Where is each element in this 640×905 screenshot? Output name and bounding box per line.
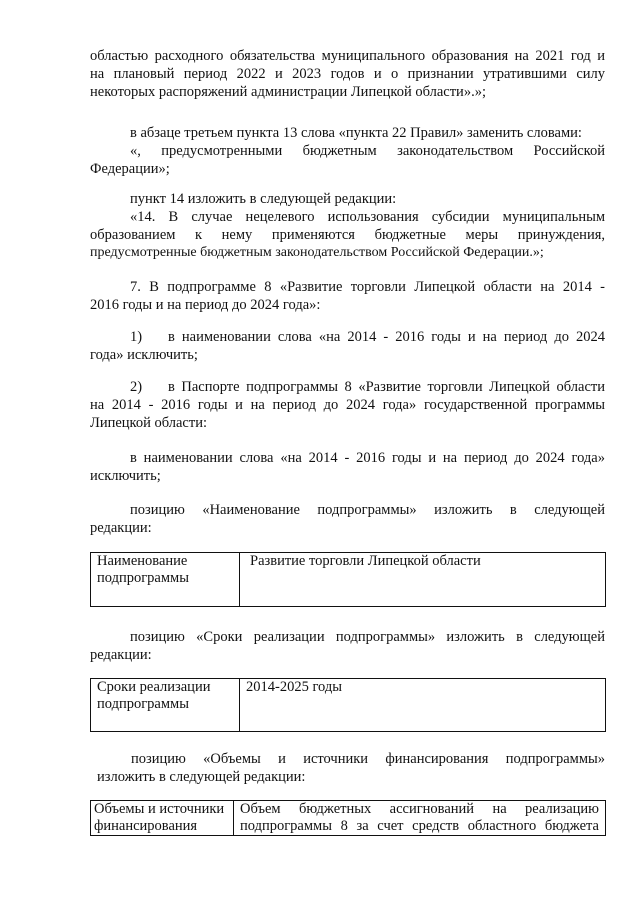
paragraph-subitem-1 [90,328,605,364]
text-line: в наименовании слова «на 2014 - 2016 годы и на период до 2024 года» [130,450,605,466]
text-line: Федерации»; [90,161,170,177]
subitem-number: 2) [130,379,143,395]
text-line: 2) в Паспорте подпрограммы 8 «Развитие торговли Липецкой области [130,379,605,395]
table-value-cell: Развитие торговли Липецкой области [240,553,606,607]
paragraph-subitem-2 [90,378,605,432]
text-line: в абзаце третьем пункта 13 слова «пункта 22 Правил» заменить словами: [130,125,582,141]
text-line: предусмотренные бюджетным законодательством Российской Федерации.»; [90,245,544,260]
table-subprogram-name [90,552,606,607]
text-line: «, предусмотренными бюджетным законодательством Российской [130,143,605,159]
text-line: 7. В подпрограмме 8 «Развитие торговли Липецкой области на 2014 - [130,279,605,295]
text-line: на 2014 - 2016 годы и на период до 2024 года» государственной программы [90,397,605,413]
paragraph-item-7 [90,278,605,314]
text-line: исключить; [90,468,161,484]
table-label-cell: Наименование подпрограммы [91,553,240,607]
paragraph-position-name [90,501,605,537]
table-label-cell: Сроки реализации подпрограммы [91,679,240,732]
text-line: «14. В случае нецелевого использования субсидии муниципальным [130,209,605,225]
paragraph-name-exclude [90,449,605,485]
text-line: образованием к нему применяются бюджетные меры принуждения, [90,227,605,243]
paragraph-point-14-intro [90,190,605,208]
text-line: позицию «Наименование подпрограммы» изложить в следующей [130,502,605,518]
paragraph-continuation [90,47,605,101]
table-terms [90,678,606,732]
text-line: Липецкой области: [90,415,207,431]
text-line: на плановый период 2022 и 2023 годов и о признании утратившими силу [90,66,605,82]
table-funding [90,800,606,836]
text-line: редакции: [90,520,152,536]
paragraph-position-funding [97,750,605,786]
text-line: 2016 годы и на период до 2024 года»: [90,297,321,313]
text-line: позицию «Сроки реализации подпрограммы» изложить в следующей [130,629,605,645]
text-line: областью расходного обязательства муниципального образования на 2021 год и [90,48,605,64]
table-value-cell: 2014-2025 годы [240,679,606,732]
text-line: 1) в наименовании слова «на 2014 - 2016 годы и на период до 2024 [130,329,605,345]
text-line: некоторых распоряжений администрации Липецкой области».»; [90,84,486,100]
paragraph-position-terms [90,628,605,664]
subitem-number: 1) [130,329,143,345]
text-line: года» исключить; [90,347,198,363]
table-label-cell: Объемы и источники финансирования [91,801,234,836]
paragraph-point-14-text [90,208,605,262]
text-line: редакции: [90,647,152,663]
table-value-cell: Объем бюджетных ассигнований на реализацию подпрограммы 8 за счет средств областного бюджета [234,801,606,836]
paragraph-point-13 [90,124,605,178]
text-line: изложить в следующей редакции: [97,769,306,785]
text-line: пункт 14 изложить в следующей редакции: [130,191,397,207]
text-line: позицию «Объемы и источники финансирования подпрограммы» [131,751,605,767]
